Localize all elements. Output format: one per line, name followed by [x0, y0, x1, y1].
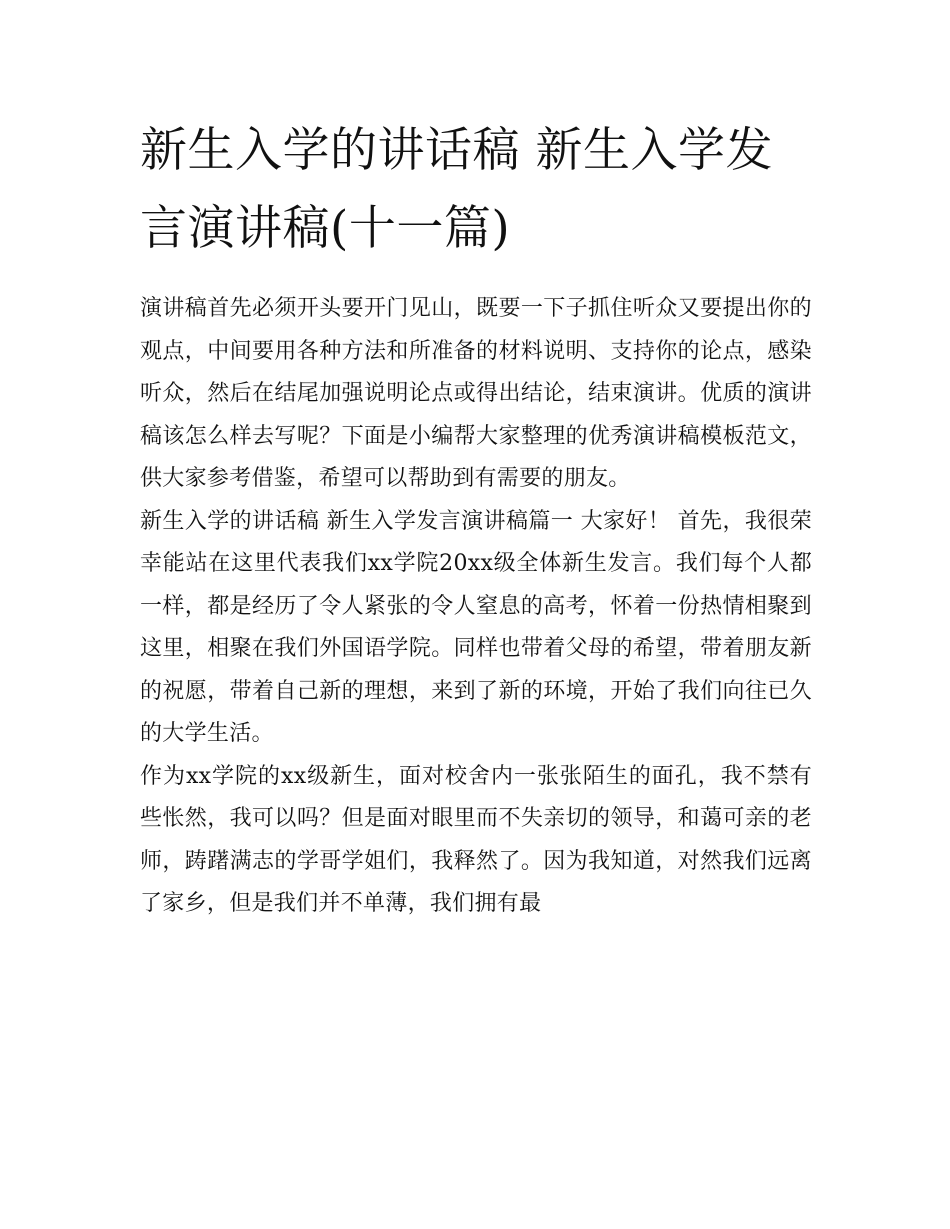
paragraph-intro: 演讲稿首先必须开头要开门见山，既要一下子抓住听众又要提出你的观点，中间要用各种方法和所准备的材料说明、支持你的论点，感染听众，然后在结尾加强说明论点或得出结论，结束演讲。优质的演讲稿该怎么样去写呢？下面是小编帮大家整理的优秀演讲稿模板范文，供大家参考借鉴，希望可以帮助到有需要的朋友。: [140, 296, 812, 491]
paragraph-speech-2: 作为xx学院的xx级新生，面对校舍内一张张陌生的面孔，我不禁有些怅然，我可以吗？但是面对眼里而不失亲切的领导，和蔼可亲的老师，踌躇满志的学哥学姐们，我释然了。因为我知道，对然我们远离了家乡，但是我们并不单薄，我们拥有最: [140, 763, 812, 916]
document-title: 新生入学的讲话稿 新生入学发言演讲稿(十一篇): [140, 123, 773, 256]
paragraph-speech-1: 新生入学的讲话稿 新生入学发言演讲稿篇一 大家好！ 首先，我很荣幸能站在这里代表我们xx学院20xx级全体新生发言。我们每个人都一样，都是经历了令人紧张的令人窒息的高考，怀着一份热情相聚到这里，相聚在我们外国语学院。同样也带着父母的希望，带着朋友新的祝愿，带着自己新的理想，来到了新的环境，开始了我们向往已久的大学生活。: [140, 508, 812, 746]
document-body: [140, 112, 812, 926]
